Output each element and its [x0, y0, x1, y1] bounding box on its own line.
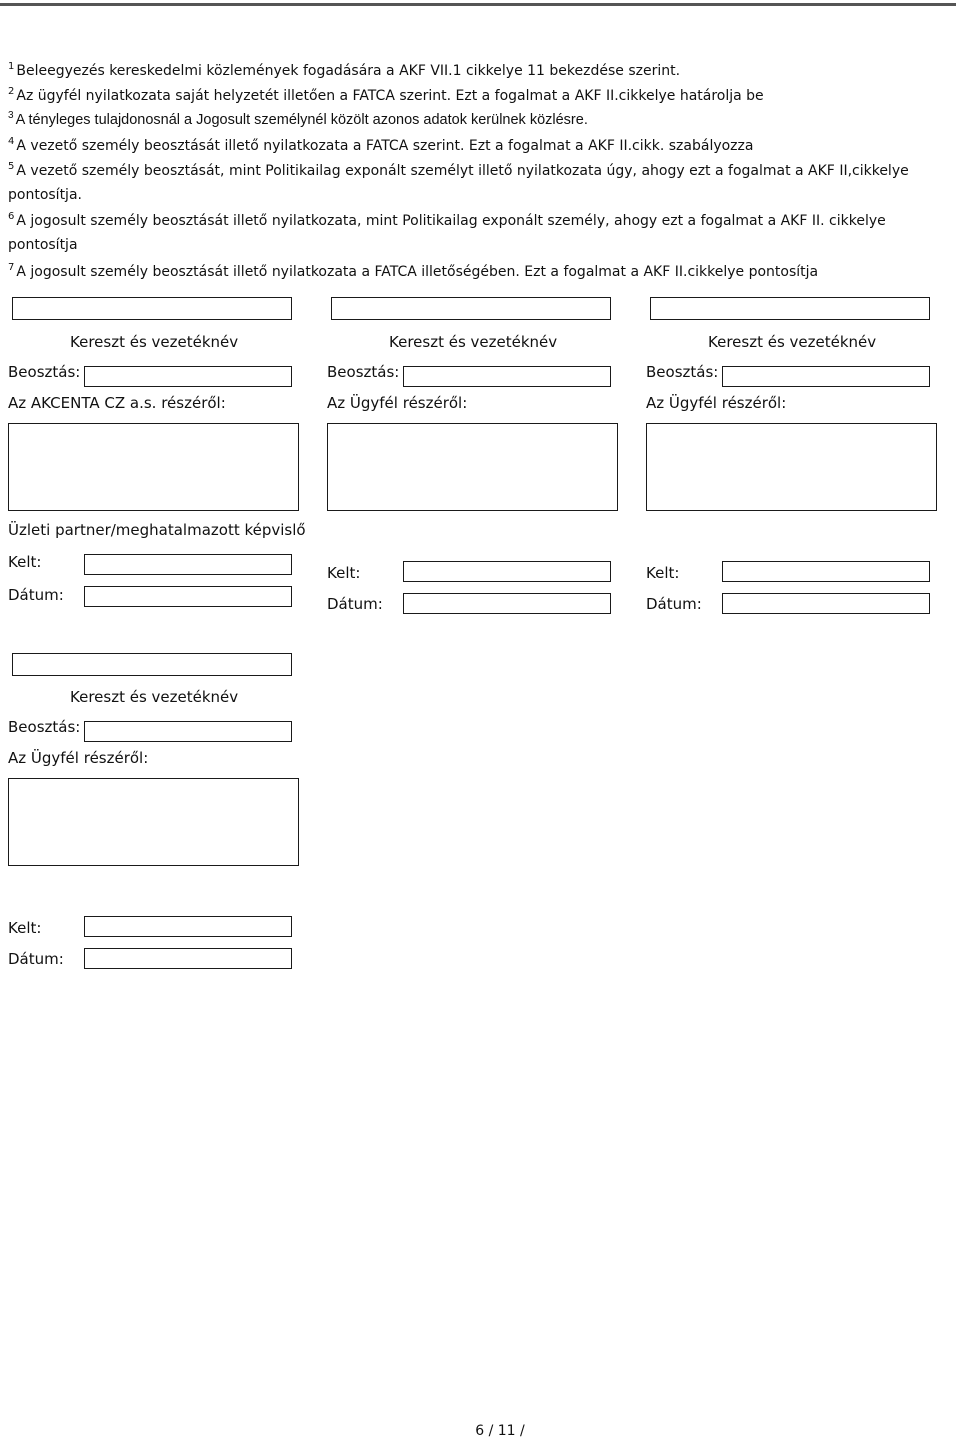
- footnote-4: $^4$ A vezető személy beosztását illető nyilatkozata a FATCA szerint. Ezt a fogalmat a AKF II.cikk. szabályozza: [8, 136, 754, 154]
- footnote-3: $^3$ A tényleges tulajdonosnál a Jogosult személynél közölt azonos adatok kerülnek közlésre.: [8, 110, 588, 128]
- date-input-3[interactable]: [722, 593, 930, 614]
- signature-box-1[interactable]: [8, 423, 299, 511]
- date-label-3: Dátum:: [646, 595, 702, 613]
- position-label-4: Beosztás:: [8, 718, 81, 736]
- place-input-1[interactable]: [84, 554, 292, 575]
- position-input-1[interactable]: [84, 366, 292, 387]
- akcenta-side-label: Az AKCENTA CZ a.s. részéről:: [8, 394, 226, 412]
- name-label-4: Kereszt és vezetéknév: [70, 688, 239, 706]
- place-input-2[interactable]: [403, 561, 611, 582]
- date-label-4: Dátum:: [8, 950, 64, 968]
- date-input-1[interactable]: [84, 586, 292, 607]
- position-label-2: Beosztás:: [327, 363, 400, 381]
- client-side-label-2: Az Ügyfél részéről:: [327, 394, 468, 412]
- signature-box-2[interactable]: [327, 423, 618, 511]
- footnote-5: $^5$ A vezető személy beosztását, mint Politikailag exponált személyt illető nyilatkozata úgy, ahogy ezt a fogalmat a AKF II,cikkelye pontosítja.: [8, 161, 909, 203]
- name-label-1: Kereszt és vezetéknév: [70, 333, 239, 351]
- name-label-2: Kereszt és vezetéknév: [389, 333, 558, 351]
- date-label-1: Dátum:: [8, 586, 64, 604]
- date-input-2[interactable]: [403, 593, 611, 614]
- position-input-3[interactable]: [722, 366, 930, 387]
- position-input-4[interactable]: [84, 721, 292, 742]
- position-label-1: Beosztás:: [8, 363, 81, 381]
- footnote-1: $^1$ Beleegyezés kereskedelmi közlemények fogadására a AKF VII.1 cikkelye 11 bekezdése szerint.: [8, 61, 681, 79]
- signature-box-3[interactable]: [646, 423, 937, 511]
- place-label-1: Kelt:: [8, 553, 42, 571]
- date-label-2: Dátum:: [327, 595, 383, 613]
- top-rule: [0, 3, 956, 6]
- place-label-4: Kelt:: [8, 919, 42, 937]
- place-label-3: Kelt:: [646, 564, 680, 582]
- name-label-3: Kereszt és vezetéknév: [708, 333, 877, 351]
- date-input-4[interactable]: [84, 948, 292, 969]
- place-label-2: Kelt:: [327, 564, 361, 582]
- client-side-label-3: Az Ügyfél részéről:: [646, 394, 787, 412]
- place-input-4[interactable]: [84, 916, 292, 937]
- name-input-3[interactable]: [650, 297, 930, 320]
- footnote-7: $^7$ A jogosult személy beosztását illető nyilatkozata a FATCA illetőségében. Ezt a fogalmat a AKF II.cikkelye pontosítja: [8, 262, 819, 280]
- page-number: 6 / 11 /: [475, 1423, 525, 1439]
- position-input-2[interactable]: [403, 366, 611, 387]
- position-label-3: Beosztás:: [646, 363, 719, 381]
- name-input-1[interactable]: [12, 297, 292, 320]
- place-input-3[interactable]: [722, 561, 930, 582]
- footnote-2: $^2$ Az ügyfél nyilatkozata saját helyzetét illetően a FATCA szerint. Ezt a fogalmat a AKF II.cikkelye határolja be: [8, 86, 764, 104]
- footnote-6: $^6$ A jogosult személy beosztását illető nyilatkozata, mint Politikailag exponált személy, ahogy ezt a fogalmat a AKF II. cikkelye pontosítja: [8, 211, 886, 253]
- name-input-4[interactable]: [12, 653, 292, 676]
- client-side-label-4: Az Ügyfél részéről:: [8, 749, 149, 767]
- signature-box-4[interactable]: [8, 778, 299, 866]
- name-input-2[interactable]: [331, 297, 611, 320]
- partner-label: Üzleti partner/meghatalmazott képvislő: [8, 521, 306, 539]
